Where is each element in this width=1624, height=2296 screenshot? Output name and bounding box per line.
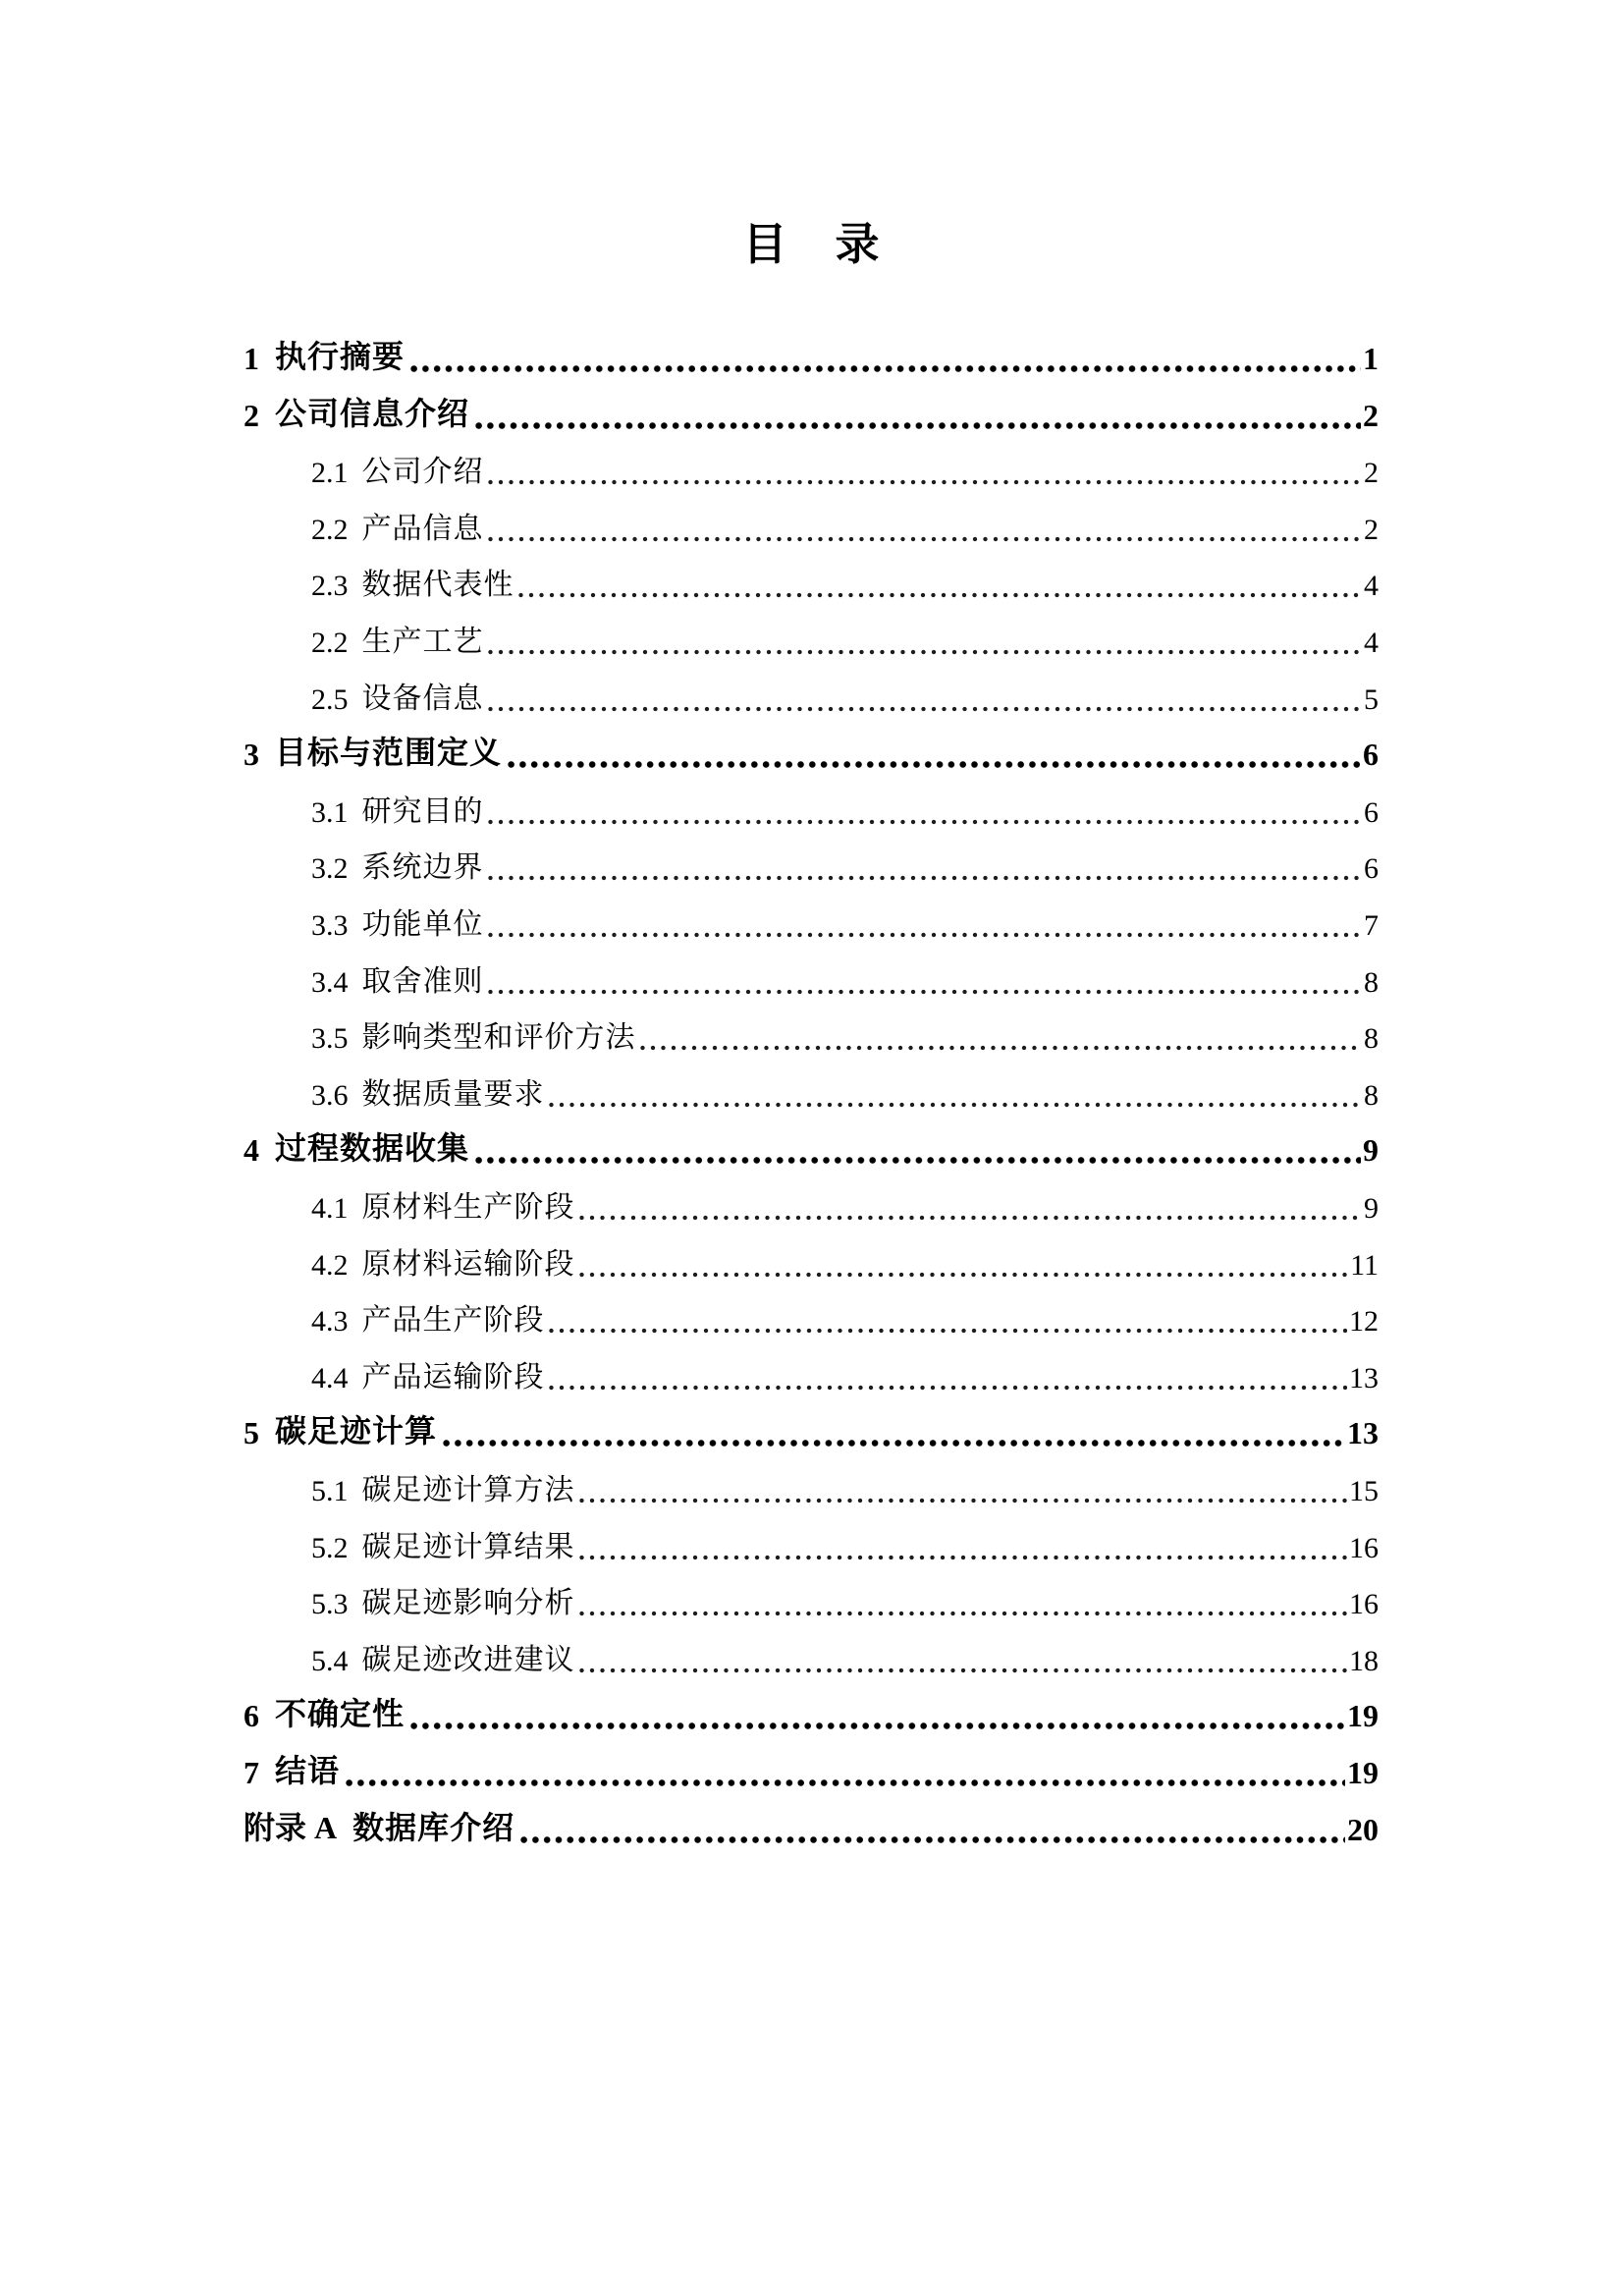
toc-entry[interactable]	[244, 1404, 1379, 1461]
toc-entry-label: 系统边界	[361, 851, 484, 885]
toc-entry-page: 6	[1363, 737, 1379, 773]
toc-entry-page: 16	[1349, 1588, 1379, 1621]
toc-entry-page: 11	[1350, 1248, 1379, 1282]
toc-entry-label: 公司信息介绍	[275, 395, 470, 431]
toc-entry[interactable]	[244, 443, 1379, 500]
toc-entry-label: 取舍准则	[361, 964, 484, 998]
toc-entry-label: 碳足迹计算结果	[361, 1530, 575, 1563]
toc-entry[interactable]	[244, 669, 1379, 726]
toc-entry-label: 公司介绍	[361, 456, 484, 489]
toc-dot-leader	[410, 1722, 1345, 1730]
toc-dot-leader	[579, 1667, 1348, 1673]
toc-entry[interactable]	[244, 1743, 1379, 1800]
page-title: 目 录	[742, 219, 882, 269]
toc-entry-number: 6	[244, 1698, 259, 1734]
toc-dot-leader	[518, 592, 1363, 598]
toc-dot-leader	[579, 1215, 1363, 1221]
toc-entry[interactable]	[244, 952, 1379, 1009]
toc-entry-number: 3.1	[311, 795, 349, 829]
toc-dot-leader	[549, 1102, 1363, 1108]
toc-entry-label: 设备信息	[361, 682, 484, 715]
toc-entry-page: 4	[1364, 627, 1379, 660]
toc-entry-label: 功能单位	[361, 908, 484, 942]
toc-dot-leader	[488, 649, 1363, 655]
toc-entry-label: 执行摘要	[275, 339, 406, 375]
toc-dot-leader	[579, 1498, 1348, 1503]
toc-entry-label: 结语	[275, 1752, 341, 1788]
toc-entry-label: 影响类型和评价方法	[361, 1021, 636, 1055]
toc-entry-number: 2.3	[311, 570, 349, 603]
toc-entry-number: 附录 A	[244, 1809, 338, 1845]
toc-entry-label: 数据库介绍	[352, 1809, 515, 1845]
toc-dot-leader	[579, 1272, 1349, 1278]
toc-entry-number: 2.1	[311, 457, 349, 490]
toc-entry-page: 8	[1364, 1022, 1379, 1056]
toc-entry-page: 13	[1347, 1415, 1379, 1451]
toc-entry-page: 6	[1364, 795, 1379, 829]
toc-dot-leader	[520, 1835, 1345, 1844]
toc-entry-label: 碳足迹计算	[275, 1413, 438, 1449]
toc-entry-number: 7	[244, 1754, 259, 1790]
toc-entry-number: 5.2	[311, 1531, 349, 1564]
toc-entry[interactable]	[244, 1177, 1379, 1234]
toc-entry-label: 碳足迹改进建议	[361, 1643, 575, 1676]
toc-dot-leader	[640, 1045, 1363, 1051]
toc-dot-leader	[488, 479, 1363, 485]
toc-entry-page: 2	[1363, 397, 1379, 433]
toc-entry-page: 18	[1349, 1644, 1379, 1677]
toc-entry-number: 5	[244, 1415, 259, 1451]
toc-dot-leader	[488, 932, 1363, 938]
toc-entry-page: 19	[1347, 1698, 1379, 1734]
toc-dot-leader	[488, 819, 1363, 825]
toc-entry-page: 6	[1364, 852, 1379, 886]
toc-dot-leader	[488, 989, 1363, 995]
toc-list	[244, 330, 1379, 1857]
toc-entry-label: 产品信息	[361, 512, 484, 545]
toc-entry[interactable]	[244, 1121, 1379, 1178]
toc-dot-leader	[549, 1328, 1348, 1334]
toc-entry[interactable]	[244, 330, 1379, 387]
toc-entry-page: 9	[1364, 1192, 1379, 1225]
toc-entry[interactable]	[244, 1009, 1379, 1066]
toc-entry-label: 数据质量要求	[361, 1077, 545, 1111]
toc-entry-number: 2.5	[311, 683, 349, 716]
toc-entry[interactable]	[244, 499, 1379, 556]
toc-entry[interactable]	[244, 726, 1379, 783]
toc-entry[interactable]	[244, 1517, 1379, 1574]
toc-dot-leader	[488, 875, 1363, 881]
toc-entry-page: 8	[1364, 1078, 1379, 1112]
toc-entry-number: 3.3	[311, 909, 349, 943]
toc-entry-number: 2	[244, 397, 259, 433]
toc-entry-page: 1	[1363, 341, 1379, 377]
toc-dot-leader	[443, 1439, 1345, 1448]
toc-entry-page: 7	[1364, 909, 1379, 943]
toc-entry-page: 20	[1347, 1811, 1379, 1847]
toc-entry-page: 9	[1363, 1132, 1379, 1169]
toc-entry-label: 数据代表性	[361, 569, 514, 602]
toc-dot-leader	[346, 1778, 1345, 1787]
toc-entry-number: 3.4	[311, 965, 349, 999]
toc-entry-page: 15	[1349, 1474, 1379, 1507]
toc-entry-number: 4	[244, 1132, 259, 1169]
toc-entry-label: 过程数据收集	[275, 1130, 470, 1167]
toc-dot-leader	[508, 760, 1361, 769]
toc-entry[interactable]	[244, 895, 1379, 952]
toc-entry[interactable]	[244, 1347, 1379, 1404]
toc-entry-number: 4.2	[311, 1248, 349, 1282]
toc-entry-label: 产品生产阶段	[361, 1304, 545, 1338]
toc-entry[interactable]	[244, 1234, 1379, 1291]
toc-entry-number: 4.1	[311, 1192, 349, 1225]
toc-entry-number: 4.3	[311, 1305, 349, 1339]
toc-entry-page: 2	[1364, 457, 1379, 490]
toc-entry-number: 2.2	[311, 513, 349, 546]
toc-entry-page: 2	[1364, 513, 1379, 546]
toc-entry-page: 19	[1347, 1754, 1379, 1790]
toc-entry-number: 5.4	[311, 1644, 349, 1677]
toc-dot-leader	[579, 1611, 1348, 1616]
toc-entry-number: 5.1	[311, 1474, 349, 1507]
toc-entry-label: 目标与范围定义	[275, 735, 503, 771]
toc-entry[interactable]	[244, 1800, 1379, 1857]
toc-entry-page: 8	[1364, 965, 1379, 999]
toc-entry[interactable]	[244, 556, 1379, 613]
toc-entry-label: 碳足迹影响分析	[361, 1587, 575, 1620]
toc-entry-number: 3	[244, 737, 259, 773]
toc-entry-label: 生产工艺	[361, 626, 484, 659]
toc-dot-leader	[475, 1156, 1361, 1165]
toc-entry-number: 3.2	[311, 852, 349, 886]
toc-dot-leader	[549, 1385, 1348, 1391]
toc-entry-number: 4.4	[311, 1361, 349, 1394]
toc-entry[interactable]	[244, 386, 1379, 443]
toc-entry[interactable]	[244, 1687, 1379, 1744]
toc-dot-leader	[579, 1555, 1348, 1560]
toc-entry-label: 原材料运输阶段	[361, 1247, 575, 1281]
toc-entry[interactable]	[244, 1065, 1379, 1121]
toc-dot-leader	[488, 536, 1363, 542]
toc-entry[interactable]	[244, 1630, 1379, 1687]
toc-entry-page: 4	[1364, 570, 1379, 603]
toc-entry-number: 3.5	[311, 1022, 349, 1056]
toc-dot-leader	[410, 364, 1361, 373]
toc-entry-number: 2.2	[311, 627, 349, 660]
toc-entry-number: 1	[244, 341, 259, 377]
toc-entry-number: 3.6	[311, 1078, 349, 1112]
toc-entry-number: 5.3	[311, 1588, 349, 1621]
toc-entry-page: 5	[1364, 683, 1379, 716]
toc-entry[interactable]	[244, 1460, 1379, 1517]
toc-entry-label: 产品运输阶段	[361, 1360, 545, 1394]
toc-entry-label: 原材料生产阶段	[361, 1191, 575, 1224]
toc-dot-leader	[488, 706, 1363, 712]
toc-entry-label: 研究目的	[361, 794, 484, 828]
toc-entry-page: 16	[1349, 1531, 1379, 1564]
toc-entry[interactable]	[244, 839, 1379, 896]
toc-entry-label: 碳足迹计算方法	[361, 1473, 575, 1506]
toc-entry[interactable]	[244, 612, 1379, 669]
toc-entry[interactable]	[244, 1291, 1379, 1348]
toc-entry-page: 13	[1349, 1361, 1379, 1394]
toc-entry[interactable]	[244, 1574, 1379, 1631]
toc-entry[interactable]	[244, 782, 1379, 839]
toc-entry-label: 不确定性	[275, 1696, 406, 1732]
toc-dot-leader	[475, 421, 1361, 430]
toc-entry-page: 12	[1349, 1305, 1379, 1339]
